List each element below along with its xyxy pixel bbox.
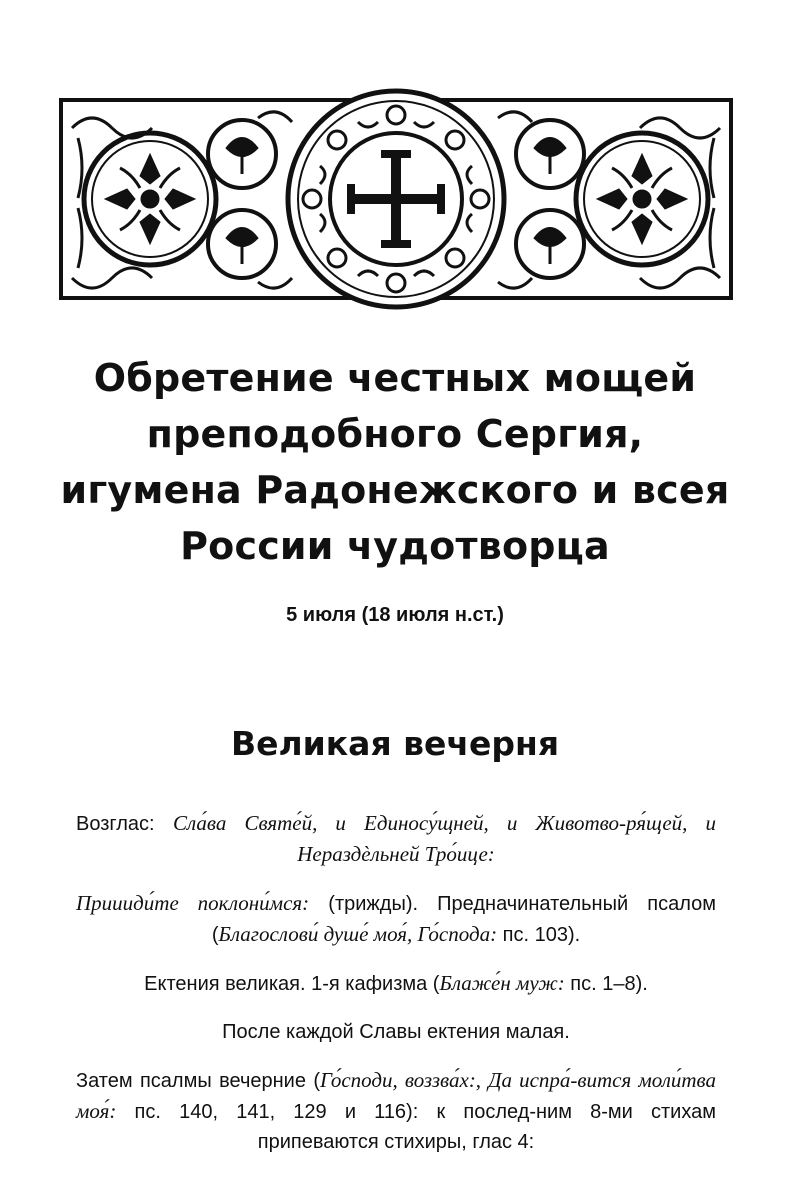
liturgical-text: Приииди́те поклони́мся: (76, 891, 310, 915)
rubric-text: Возглас: (76, 813, 174, 835)
foliage-medallion-bottom-left (208, 210, 276, 278)
title-line: России чудотворца (180, 524, 610, 568)
rubric-text: (трижды). Предначинательный псалом ( (211, 893, 717, 946)
page-title (20, 350, 770, 574)
left-rosette-medallion (84, 133, 216, 265)
service-rubrics (76, 808, 716, 1175)
rubric-text: пс. 1–8). (564, 973, 648, 995)
rubric-paragraph-small-litany (76, 1017, 716, 1047)
liturgical-text: Сла́ва Святе́й, и Единосу́щней, и Животво-ря́щей, и Нераздѐльней Тро́ице: (173, 811, 716, 866)
rubric-paragraph-litany (76, 968, 716, 999)
foliage-medallion-top-left (208, 120, 276, 188)
rubric-text: пс. 140, 141, 129 и 116): к послед-ним 8-ми стихам припеваются стихиры, глас 4: (116, 1101, 716, 1153)
foliage-medallion-top-right (516, 120, 584, 188)
rubric-text: После каждой Славы ектения малая. (222, 1021, 570, 1043)
section-heading: Великая вечерня (230, 724, 560, 763)
header-ornament (58, 88, 734, 310)
liturgical-text: Благослови́ душе́ моя́, Го́спода: (218, 922, 498, 946)
rubric-paragraph-exclamation (76, 808, 716, 870)
rubric-paragraph-opening (76, 888, 716, 950)
rubric-text: Ектения великая. 1-я кафизма ( (144, 973, 440, 995)
title-line: игумена Радонежского и всея (60, 468, 730, 512)
rubric-paragraph-psalms (76, 1065, 716, 1157)
liturgical-text: Го́споди, воззва́х:, Да испра́-вится моли́тва моя́: (76, 1068, 716, 1123)
rubric-text: Затем псалмы вечерние ( (76, 1070, 320, 1092)
title-line: преподобного Сергия, (146, 412, 644, 456)
rubric-text: пс. 103). (497, 924, 581, 946)
feast-date: 5 июля (18 июля н.ст.) (286, 604, 504, 626)
foliage-medallion-bottom-right (516, 210, 584, 278)
right-rosette-medallion (576, 133, 708, 265)
liturgical-text: Блаже́н муж: (439, 971, 565, 995)
title-line: Обретение честных мощей (93, 356, 697, 400)
